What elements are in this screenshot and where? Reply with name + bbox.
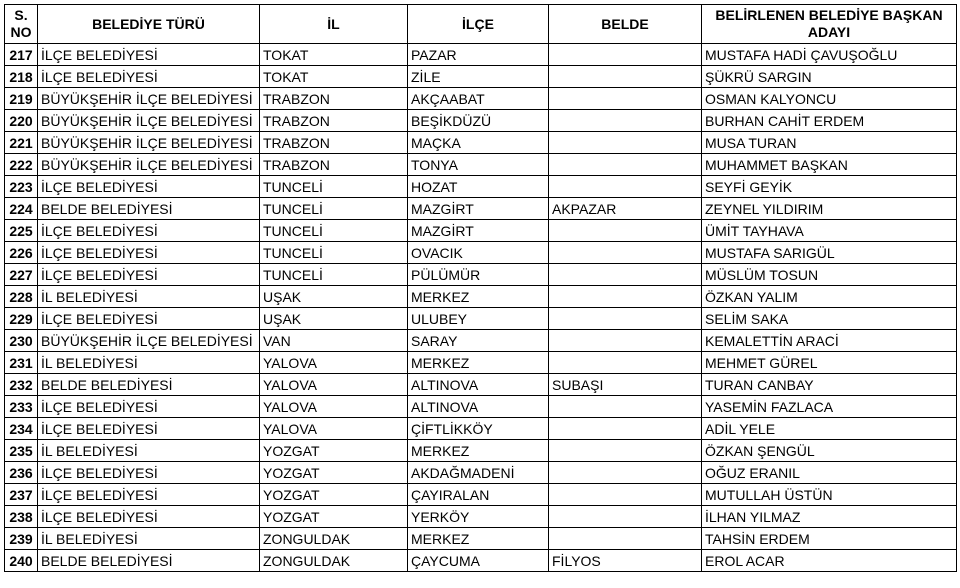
row-belde: SUBAŞI: [549, 374, 702, 396]
row-belde: [549, 528, 702, 550]
row-type: İL BELEDİYESİ: [38, 352, 260, 374]
row-type: İLÇE BELEDİYESİ: [38, 396, 260, 418]
row-belde: [549, 418, 702, 440]
row-candidate: ZEYNEL YILDIRIM: [702, 198, 957, 220]
row-il: TOKAT: [260, 66, 408, 88]
row-ilce: MERKEZ: [408, 528, 549, 550]
row-il: VAN: [260, 330, 408, 352]
row-belde: [549, 132, 702, 154]
row-number: 234: [5, 418, 38, 440]
row-candidate: MUTULLAH ÜSTÜN: [702, 484, 957, 506]
row-number: 226: [5, 242, 38, 264]
row-type: BELDE BELEDİYESİ: [38, 374, 260, 396]
table-row: [5, 308, 957, 330]
row-candidate: ÜMİT TAYHAVA: [702, 220, 957, 242]
row-belde: [549, 110, 702, 132]
row-type: BELDE BELEDİYESİ: [38, 550, 260, 572]
table-container: [4, 4, 957, 572]
row-candidate: MUHAMMET BAŞKAN: [702, 154, 957, 176]
table-row: [5, 396, 957, 418]
row-ilce: MERKEZ: [408, 286, 549, 308]
row-type: BÜYÜKŞEHİR İLÇE BELEDİYESİ: [38, 132, 260, 154]
row-number: 229: [5, 308, 38, 330]
row-number: 221: [5, 132, 38, 154]
row-candidate: İLHAN YILMAZ: [702, 506, 957, 528]
row-type: İL BELEDİYESİ: [38, 286, 260, 308]
row-belde: [549, 396, 702, 418]
table-row: [5, 220, 957, 242]
row-candidate: YASEMİN FAZLACA: [702, 396, 957, 418]
row-il: YOZGAT: [260, 440, 408, 462]
table-row: [5, 528, 957, 550]
table-row: [5, 484, 957, 506]
row-ilce: MAZGİRT: [408, 198, 549, 220]
row-type: İLÇE BELEDİYESİ: [38, 242, 260, 264]
row-number: 223: [5, 176, 38, 198]
row-il: TRABZON: [260, 132, 408, 154]
row-candidate: KEMALETTİN ARACİ: [702, 330, 957, 352]
row-number: 220: [5, 110, 38, 132]
row-ilce: BEŞİKDÜZÜ: [408, 110, 549, 132]
header-no: S. NO: [5, 5, 38, 44]
row-belde: [549, 330, 702, 352]
row-number: 233: [5, 396, 38, 418]
row-candidate: TURAN CANBAY: [702, 374, 957, 396]
row-belde: [549, 440, 702, 462]
row-number: 239: [5, 528, 38, 550]
table-row: [5, 88, 957, 110]
row-candidate: MÜSLÜM TOSUN: [702, 264, 957, 286]
row-belde: [549, 352, 702, 374]
row-type: BÜYÜKŞEHİR İLÇE BELEDİYESİ: [38, 88, 260, 110]
row-ilce: ÇİFTLİKKÖY: [408, 418, 549, 440]
row-number: 232: [5, 374, 38, 396]
row-il: TUNCELİ: [260, 264, 408, 286]
header-candidate: BELİRLENEN BELEDİYE BAŞKAN ADAYI: [702, 5, 957, 44]
table-row: [5, 44, 957, 66]
row-il: UŞAK: [260, 286, 408, 308]
row-ilce: HOZAT: [408, 176, 549, 198]
row-type: İLÇE BELEDİYESİ: [38, 176, 260, 198]
row-il: TUNCELİ: [260, 220, 408, 242]
row-number: 217: [5, 44, 38, 66]
row-type: BÜYÜKŞEHİR İLÇE BELEDİYESİ: [38, 154, 260, 176]
row-il: TUNCELİ: [260, 198, 408, 220]
row-il: YALOVA: [260, 374, 408, 396]
row-il: TRABZON: [260, 88, 408, 110]
row-ilce: AKDAĞMADENİ: [408, 462, 549, 484]
header-belde: BELDE: [549, 5, 702, 44]
table-row: [5, 352, 957, 374]
row-il: TRABZON: [260, 110, 408, 132]
row-ilce: PÜLÜMÜR: [408, 264, 549, 286]
row-type: BELDE BELEDİYESİ: [38, 198, 260, 220]
row-il: YOZGAT: [260, 462, 408, 484]
row-candidate: EROL ACAR: [702, 550, 957, 572]
table-row: [5, 198, 957, 220]
row-ilce: TONYA: [408, 154, 549, 176]
row-il: YALOVA: [260, 396, 408, 418]
row-candidate: OSMAN KALYONCU: [702, 88, 957, 110]
row-type: İLÇE BELEDİYESİ: [38, 66, 260, 88]
table-row: [5, 440, 957, 462]
table-row: [5, 462, 957, 484]
row-il: TUNCELİ: [260, 176, 408, 198]
row-candidate: TAHSİN ERDEM: [702, 528, 957, 550]
row-type: BÜYÜKŞEHİR İLÇE BELEDİYESİ: [38, 330, 260, 352]
table-row: [5, 242, 957, 264]
row-ilce: MAÇKA: [408, 132, 549, 154]
table-row: [5, 264, 957, 286]
row-il: TOKAT: [260, 44, 408, 66]
row-candidate: SEYFİ GEYİK: [702, 176, 957, 198]
row-candidate: ŞÜKRÜ SARGIN: [702, 66, 957, 88]
row-ilce: MAZGİRT: [408, 220, 549, 242]
row-ilce: ZİLE: [408, 66, 549, 88]
row-ilce: MERKEZ: [408, 352, 549, 374]
row-candidate: SELİM SAKA: [702, 308, 957, 330]
table-body: [5, 44, 957, 572]
row-number: 237: [5, 484, 38, 506]
row-candidate: MEHMET GÜREL: [702, 352, 957, 374]
row-il: YALOVA: [260, 418, 408, 440]
row-ilce: OVACIK: [408, 242, 549, 264]
table-row: [5, 418, 957, 440]
row-il: YOZGAT: [260, 506, 408, 528]
table-row: [5, 66, 957, 88]
row-il: TRABZON: [260, 154, 408, 176]
row-type: İLÇE BELEDİYESİ: [38, 418, 260, 440]
table-row: [5, 132, 957, 154]
row-ilce: ULUBEY: [408, 308, 549, 330]
row-il: YALOVA: [260, 352, 408, 374]
row-candidate: ÖZKAN YALIM: [702, 286, 957, 308]
row-belde: [549, 462, 702, 484]
table-row: [5, 550, 957, 572]
row-belde: [549, 66, 702, 88]
header-row: [5, 5, 957, 44]
row-belde: [549, 242, 702, 264]
row-belde: [549, 154, 702, 176]
row-candidate: OĞUZ ERANIL: [702, 462, 957, 484]
row-number: 238: [5, 506, 38, 528]
row-number: 228: [5, 286, 38, 308]
row-il: ZONGULDAK: [260, 550, 408, 572]
row-il: ZONGULDAK: [260, 528, 408, 550]
row-ilce: ALTINOVA: [408, 396, 549, 418]
header-ilce: İLÇE: [408, 5, 549, 44]
table-row: [5, 176, 957, 198]
row-candidate: BURHAN CAHİT ERDEM: [702, 110, 957, 132]
row-number: 219: [5, 88, 38, 110]
row-ilce: ÇAYIRALAN: [408, 484, 549, 506]
row-number: 225: [5, 220, 38, 242]
table-row: [5, 286, 957, 308]
row-type: İLÇE BELEDİYESİ: [38, 462, 260, 484]
header-il: İL: [260, 5, 408, 44]
row-candidate: MUSA TURAN: [702, 132, 957, 154]
row-candidate: ÖZKAN ŞENGÜL: [702, 440, 957, 462]
row-type: İLÇE BELEDİYESİ: [38, 506, 260, 528]
row-type: İLÇE BELEDİYESİ: [38, 44, 260, 66]
table-row: [5, 154, 957, 176]
row-type: İLÇE BELEDİYESİ: [38, 308, 260, 330]
row-type: İL BELEDİYESİ: [38, 440, 260, 462]
table-row: [5, 374, 957, 396]
row-belde: FİLYOS: [549, 550, 702, 572]
row-belde: [549, 264, 702, 286]
table-row: [5, 506, 957, 528]
row-ilce: ALTINOVA: [408, 374, 549, 396]
row-belde: [549, 308, 702, 330]
row-belde: [549, 484, 702, 506]
row-number: 236: [5, 462, 38, 484]
row-number: 224: [5, 198, 38, 220]
row-number: 227: [5, 264, 38, 286]
row-belde: [549, 220, 702, 242]
row-type: İLÇE BELEDİYESİ: [38, 484, 260, 506]
row-candidate: ADİL YELE: [702, 418, 957, 440]
row-belde: [549, 88, 702, 110]
row-number: 240: [5, 550, 38, 572]
row-belde: [549, 176, 702, 198]
row-ilce: MERKEZ: [408, 440, 549, 462]
candidate-table: [4, 4, 957, 572]
row-type: İL BELEDİYESİ: [38, 528, 260, 550]
row-number: 235: [5, 440, 38, 462]
row-type: BÜYÜKŞEHİR İLÇE BELEDİYESİ: [38, 110, 260, 132]
row-il: UŞAK: [260, 308, 408, 330]
row-il: TUNCELİ: [260, 242, 408, 264]
row-number: 230: [5, 330, 38, 352]
row-ilce: AKÇAABAT: [408, 88, 549, 110]
row-belde: AKPAZAR: [549, 198, 702, 220]
row-ilce: YERKÖY: [408, 506, 549, 528]
row-ilce: PAZAR: [408, 44, 549, 66]
table-row: [5, 330, 957, 352]
row-candidate: MUSTAFA SARIGÜL: [702, 242, 957, 264]
header-type: BELEDİYE TÜRÜ: [38, 5, 260, 44]
row-belde: [549, 286, 702, 308]
row-il: YOZGAT: [260, 484, 408, 506]
row-number: 222: [5, 154, 38, 176]
row-number: 218: [5, 66, 38, 88]
row-belde: [549, 506, 702, 528]
row-type: İLÇE BELEDİYESİ: [38, 264, 260, 286]
row-ilce: SARAY: [408, 330, 549, 352]
row-candidate: MUSTAFA HADİ ÇAVUŞOĞLU: [702, 44, 957, 66]
row-ilce: ÇAYCUMA: [408, 550, 549, 572]
table-row: [5, 110, 957, 132]
row-type: İLÇE BELEDİYESİ: [38, 220, 260, 242]
row-number: 231: [5, 352, 38, 374]
row-belde: [549, 44, 702, 66]
